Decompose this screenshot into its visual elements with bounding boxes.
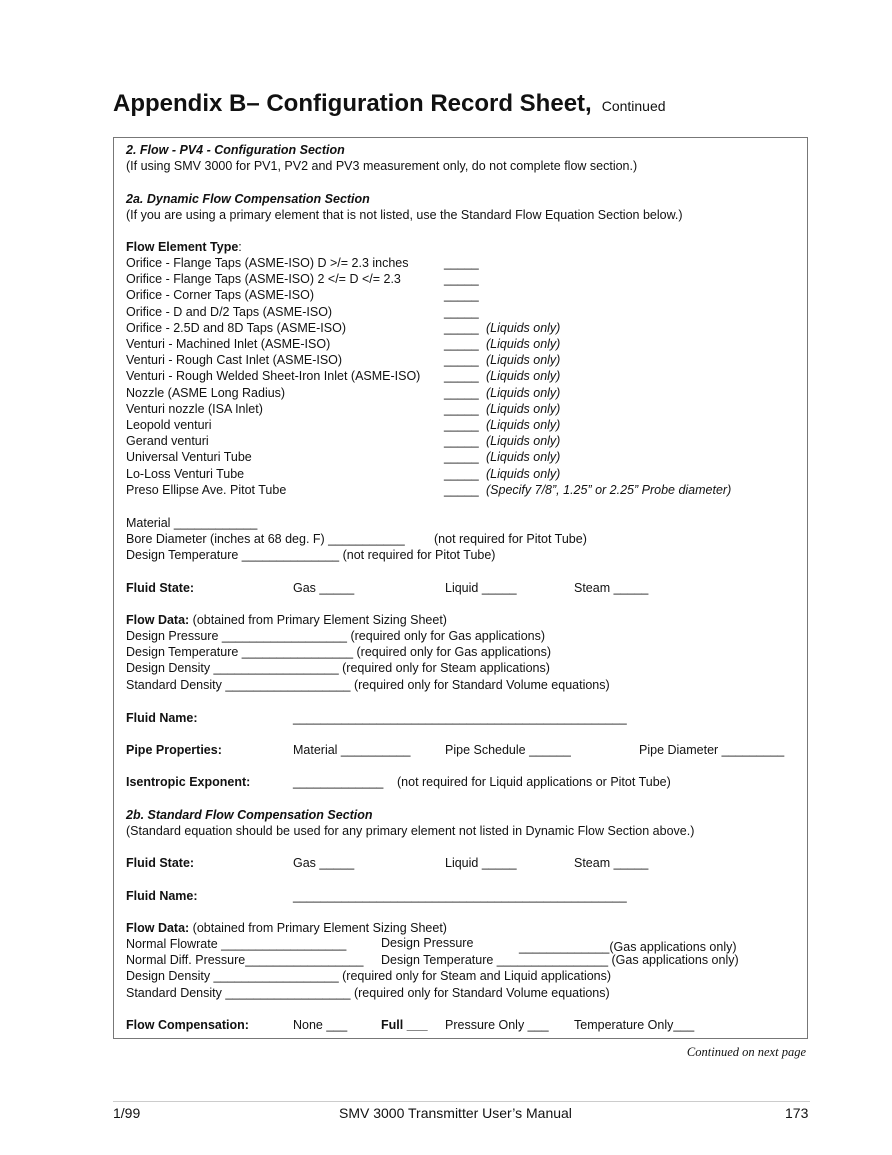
flow-element-checkbox-blank[interactable]: _____ <box>444 321 479 335</box>
flow-element-name: Orifice - Flange Taps (ASME-ISO) 2 </= D </= 2.3 <box>126 272 401 286</box>
fluid-state-label: Fluid State: <box>126 581 195 595</box>
flow-comp-none[interactable]: None ___ <box>293 1018 348 1032</box>
design-pressure-2b-field[interactable]: _____________(Gas applications only) <box>519 940 737 954</box>
fluid-name-2b-label: Fluid Name: <box>126 889 198 903</box>
flow-element-name: Universal Venturi Tube <box>126 450 252 464</box>
normal-flowrate-field[interactable]: Normal Flowrate __________________ <box>126 937 347 951</box>
flow-element-note: (Liquids only) <box>486 353 561 367</box>
flow-element-note: (Liquids only) <box>486 418 561 432</box>
flow-element-name: Leopold venturi <box>126 418 212 432</box>
isentropic-field[interactable]: _____________ <box>293 775 384 789</box>
isentropic-note: (not required for Liquid applications or Pitot Tube) <box>397 775 671 789</box>
fluid-name-2b-field[interactable]: ________________________________________________ <box>293 889 627 903</box>
section-2a-heading: 2a. Dynamic Flow Compensation Section <box>126 192 370 206</box>
pipe-properties-label: Pipe Properties: <box>126 743 222 757</box>
bore-diameter-note: (not required for Pitot Tube) <box>434 532 587 546</box>
flow-element-note: (Specify 7/8”, 1.25” or 2.25” Probe diameter) <box>486 483 732 497</box>
flow-element-note: (Liquids only) <box>486 321 561 335</box>
flow-element-name: Venturi - Rough Welded Sheet-Iron Inlet (ASME-ISO) <box>126 369 421 383</box>
flow-element-checkbox-blank[interactable]: _____ <box>444 483 479 497</box>
flow-element-checkbox-blank[interactable]: _____ <box>444 272 479 286</box>
flow-element-name: Gerand venturi <box>126 434 209 448</box>
flow-element-note: (Liquids only) <box>486 450 561 464</box>
flow-data-label: Flow Data: (obtained from Primary Element Sizing Sheet) <box>126 613 447 627</box>
flow-element-checkbox-blank[interactable]: _____ <box>444 434 479 448</box>
standard-density-field[interactable]: Standard Density __________________ (required only for Standard Volume equations) <box>126 678 610 692</box>
flow-element-checkbox-blank[interactable]: _____ <box>444 418 479 432</box>
standard-density-2b-field[interactable]: Standard Density __________________ (required only for Standard Volume equations) <box>126 986 610 1000</box>
section-2-note: (If using SMV 3000 for PV1, PV2 and PV3 measurement only, do not complete flow section.) <box>126 159 638 173</box>
design-density-2b-field[interactable]: Design Density __________________ (required only for Steam and Liquid applications) <box>126 969 612 983</box>
flow-element-checkbox-blank[interactable]: _____ <box>444 467 479 481</box>
flow-element-note: (Liquids only) <box>486 386 561 400</box>
footer-divider <box>113 1101 810 1102</box>
flow-element-note: (Liquids only) <box>486 402 561 416</box>
flow-element-type-label: Flow Element Type: <box>126 240 242 254</box>
flow-element-checkbox-blank[interactable]: _____ <box>444 288 479 302</box>
design-pressure-2b-label: Design Pressure <box>381 936 474 950</box>
title-main: Appendix B– Configuration Record Sheet, <box>113 90 592 117</box>
footer-page-number: 173 <box>785 1105 809 1121</box>
footer-date: 1/99 <box>113 1105 141 1121</box>
design-temperature-2b-field[interactable]: Design Temperature ________________ (Gas applications only) <box>381 953 739 967</box>
isentropic-label: Isentropic Exponent: <box>126 775 251 789</box>
flow-element-note: (Liquids only) <box>486 337 561 351</box>
section-2b-heading: 2b. Standard Flow Compensation Section <box>126 808 373 822</box>
design-density-field[interactable]: Design Density __________________ (required only for Steam applications) <box>126 661 550 675</box>
fluid-state-liquid[interactable]: Liquid _____ <box>445 581 517 595</box>
fluid-state-2b-steam[interactable]: Steam _____ <box>574 856 649 870</box>
normal-diff-pressure-field[interactable]: Normal Diff. Pressure_________________ <box>126 953 364 967</box>
flow-compensation-label: Flow Compensation: <box>126 1018 249 1032</box>
flow-element-name: Lo-Loss Venturi Tube <box>126 467 245 481</box>
flow-element-name: Nozzle (ASME Long Radius) <box>126 386 286 400</box>
section-2a-note: (If you are using a primary element that is not listed, use the Standard Flow Equation Section below.) <box>126 208 683 222</box>
flow-element-checkbox-blank[interactable]: _____ <box>444 402 479 416</box>
fluid-state-gas[interactable]: Gas _____ <box>293 581 355 595</box>
design-pressure-field[interactable]: Design Pressure __________________ (required only for Gas applications) <box>126 629 546 643</box>
flow-element-checkbox-blank[interactable]: _____ <box>444 450 479 464</box>
flow-element-note: (Liquids only) <box>486 434 561 448</box>
fluid-name-label: Fluid Name: <box>126 711 198 725</box>
flow-element-name: Orifice - 2.5D and 8D Taps (ASME-ISO) <box>126 321 346 335</box>
pipe-material-field[interactable]: Material __________ <box>293 743 411 757</box>
flow-element-name: Venturi - Machined Inlet (ASME-ISO) <box>126 337 331 351</box>
page-title <box>113 90 666 118</box>
pipe-schedule-field[interactable]: Pipe Schedule ______ <box>445 743 571 757</box>
flow-element-checkbox-blank[interactable]: _____ <box>444 337 479 351</box>
fluid-state-2b-liquid[interactable]: Liquid _____ <box>445 856 517 870</box>
fluid-name-field[interactable]: ________________________________________________ <box>293 711 627 725</box>
flow-element-note: (Liquids only) <box>486 467 561 481</box>
pipe-diameter-field[interactable]: Pipe Diameter _________ <box>639 743 785 757</box>
flow-element-name: Venturi - Rough Cast Inlet (ASME-ISO) <box>126 353 343 367</box>
footer-manual-title: SMV 3000 Transmitter User’s Manual <box>339 1105 572 1121</box>
title-continued: Continued <box>601 98 666 114</box>
material-field[interactable]: Material ____________ <box>126 516 258 530</box>
flow-data-2b-label: Flow Data: (obtained from Primary Element Sizing Sheet) <box>126 921 447 935</box>
flow-element-name: Venturi nozzle (ISA Inlet) <box>126 402 263 416</box>
design-temperature-2-field[interactable]: Design Temperature ________________ (required only for Gas applications) <box>126 645 552 659</box>
continued-on-next-page: Continued on next page <box>686 1045 806 1059</box>
flow-element-note: (Liquids only) <box>486 369 561 383</box>
fluid-state-2b-label: Fluid State: <box>126 856 195 870</box>
section-2-heading: 2. Flow - PV4 - Configuration Section <box>126 143 345 157</box>
flow-element-name: Preso Ellipse Ave. Pitot Tube <box>126 483 287 497</box>
flow-element-name: Orifice - D and D/2 Taps (ASME-ISO) <box>126 305 333 319</box>
flow-element-checkbox-blank[interactable]: _____ <box>444 353 479 367</box>
flow-comp-pressure[interactable]: Pressure Only ___ <box>445 1018 549 1032</box>
flow-comp-temperature[interactable]: Temperature Only___ <box>574 1018 695 1032</box>
fluid-state-2b-gas[interactable]: Gas _____ <box>293 856 355 870</box>
flow-element-checkbox-blank[interactable]: _____ <box>444 386 479 400</box>
flow-element-checkbox-blank[interactable]: _____ <box>444 256 479 270</box>
section-2b-note: (Standard equation should be used for any primary element not listed in Dynamic Flow Section above.) <box>126 824 695 838</box>
flow-element-checkbox-blank[interactable]: _____ <box>444 369 479 383</box>
design-temperature-field[interactable]: Design Temperature ______________ (not required for Pitot Tube) <box>126 548 496 562</box>
flow-element-checkbox-blank[interactable]: _____ <box>444 305 479 319</box>
bore-diameter-field[interactable]: Bore Diameter (inches at 68 deg. F) ___________ <box>126 532 405 546</box>
fluid-state-steam[interactable]: Steam _____ <box>574 581 649 595</box>
flow-comp-full[interactable]: Full ___ <box>381 1018 428 1032</box>
flow-element-name: Orifice - Flange Taps (ASME-ISO) D >/= 2.3 inches <box>126 256 409 270</box>
flow-element-name: Orifice - Corner Taps (ASME-ISO) <box>126 288 315 302</box>
record-sheet-box <box>113 137 808 1039</box>
